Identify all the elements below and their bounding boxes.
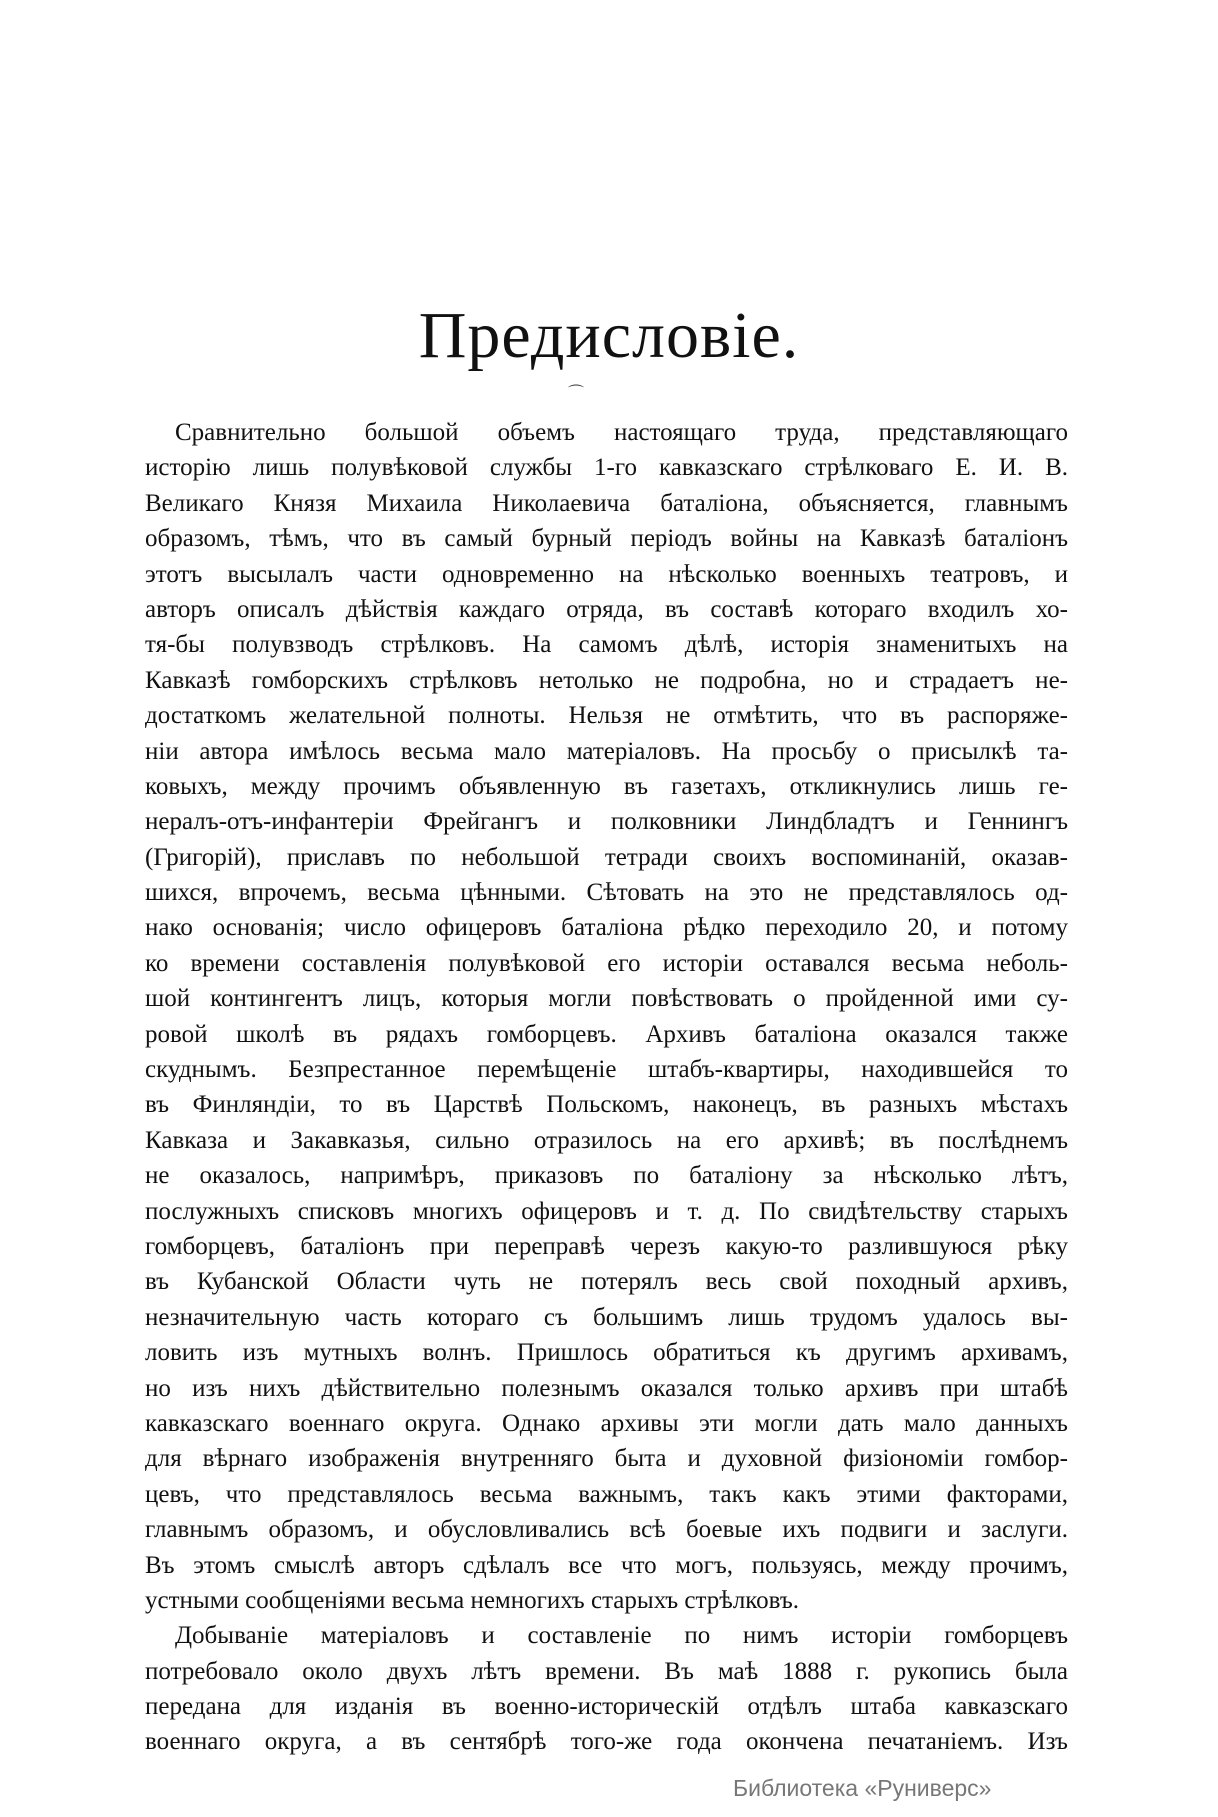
text-line: исторію лишь полувѣковой службы 1-го кавказскаго стрѣлковаго Е. И. В. xyxy=(145,454,1068,482)
text-line: нералъ-отъ-инфантеріи Фрейгангъ и полковники Линдбладтъ и Геннингъ xyxy=(145,808,1068,836)
text-line: Великаго Князя Михаила Николаевича баталіона, объясняется, главнымъ xyxy=(145,489,1068,517)
text-line: передана для изданія въ военно-историческій отдѣлъ штаба кавказскаго xyxy=(145,1693,1068,1721)
text-line: военнаго округа, а въ сентябрѣ того-же года окончена печатаніемъ. Изъ xyxy=(145,1728,1068,1756)
text-line: (Григорій), приславъ по небольшой тетради своихъ воспоминаній, оказав- xyxy=(145,843,1068,871)
text-line: шой контингентъ лицъ, которыя могли повѣствовать о пройденной ими су- xyxy=(145,985,1068,1013)
library-watermark: Библиотека «Руниверс» xyxy=(733,1775,992,1801)
text-line: ковыхъ, между прочимъ объявленную въ газетахъ, откликнулись лишь ге- xyxy=(145,772,1068,800)
page-title: Предисловіе. xyxy=(418,299,800,372)
text-line: нако основанія; число офицеровъ баталіона рѣдко переходило 20, и потому xyxy=(145,914,1068,942)
text-line: незначительную часть котораго съ большимъ лишь трудомъ удалось вы- xyxy=(145,1303,1068,1331)
text-line: но изъ нихъ дѣйствительно полезнымъ оказался только архивъ при штабѣ xyxy=(145,1374,1068,1402)
text-line: устными сообщеніями весьма немногихъ старыхъ стрѣлковъ. xyxy=(145,1586,800,1614)
text-line: Добываніе матеріаловъ и составленіе по нимъ исторіи гомборцевъ xyxy=(175,1622,1068,1650)
text-line: Кавказа и Закавказья, сильно отразилось на его архивѣ; въ послѣднемъ xyxy=(145,1126,1068,1154)
text-line: потребовало около двухъ лѣтъ времени. Въ маѣ 1888 г. рукопись была xyxy=(145,1657,1068,1685)
text-line: ровой школѣ въ рядахъ гомборцевъ. Архивъ баталіона оказался также xyxy=(145,1020,1068,1048)
text-line: шихся, впрочемъ, весьма цѣнными. Сѣтовать на это не представлялось од- xyxy=(145,879,1068,907)
text-line: ко времени составленія полувѣковой его исторіи оставался весьма неболь- xyxy=(145,949,1068,977)
text-line: въ Кубанской Области чуть не потерялъ весь свой походный архивъ, xyxy=(145,1268,1068,1296)
text-line: въ Финляндіи, то въ Царствѣ Польскомъ, наконецъ, въ разныхъ мѣстахъ xyxy=(145,1091,1068,1119)
text-line: кавказскаго военнаго округа. Однако архивы эти могли дать мало данныхъ xyxy=(145,1409,1068,1437)
text-line: скуднымъ. Безпрестанное перемѣщеніе штабъ-квартиры, находившейся то xyxy=(145,1056,1068,1084)
text-line: ніи автора имѣлось весьма мало матеріаловъ. На просьбу о присылкѣ та- xyxy=(145,737,1068,765)
text-line: послужныхъ списковъ многихъ офицеровъ и т. д. По свидѣтельству старыхъ xyxy=(145,1197,1068,1225)
text-line: главнымъ образомъ, и обусловливались всѣ боевые ихъ подвиги и заслуги. xyxy=(145,1516,1068,1544)
body-text xyxy=(145,415,1068,1760)
text-line: Сравнительно большой объемъ настоящаго труда, представляющаго xyxy=(175,419,1068,446)
text-line: не оказалось, напримѣръ, приказовъ по баталіону за нѣсколько лѣтъ, xyxy=(145,1162,1068,1190)
ornament: ⌒ xyxy=(568,385,585,402)
text-line: этотъ высылалъ части одновременно на нѣсколько военныхъ театровъ, и xyxy=(145,560,1068,588)
text-line: гомборцевъ, баталіонъ при переправѣ черезъ какую-то разлившуюся рѣку xyxy=(145,1232,1068,1260)
text-line: ловить изъ мутныхъ волнъ. Пришлось обратиться къ другимъ архивамъ, xyxy=(145,1339,1068,1367)
text-line: цевъ, что представлялось весьма важнымъ, такъ какъ этими факторами, xyxy=(145,1480,1068,1508)
text-line: авторъ описалъ дѣйствія каждаго отряда, въ составѣ котораго входилъ хо- xyxy=(145,595,1068,623)
text-line: для вѣрнаго изображенія внутренняго быта и духовной физіономіи гомбор- xyxy=(145,1445,1068,1473)
text-line: образомъ, тѣмъ, что въ самый бурный періодъ войны на Кавказѣ баталіонъ xyxy=(145,525,1068,553)
text-line: Кавказѣ гомборскихъ стрѣлковъ нетолько не подробна, но и страдаетъ не- xyxy=(145,666,1068,694)
text-line: достаткомъ желательной полноты. Нельзя не отмѣтить, что въ распоряже- xyxy=(145,702,1068,730)
text-line: тя-бы полувзводъ стрѣлковъ. На самомъ дѣлѣ, исторія знаменитыхъ на xyxy=(145,631,1068,659)
text-line: Въ этомъ смыслѣ авторъ сдѣлалъ все что могъ, пользуясь, между прочимъ, xyxy=(145,1551,1068,1579)
